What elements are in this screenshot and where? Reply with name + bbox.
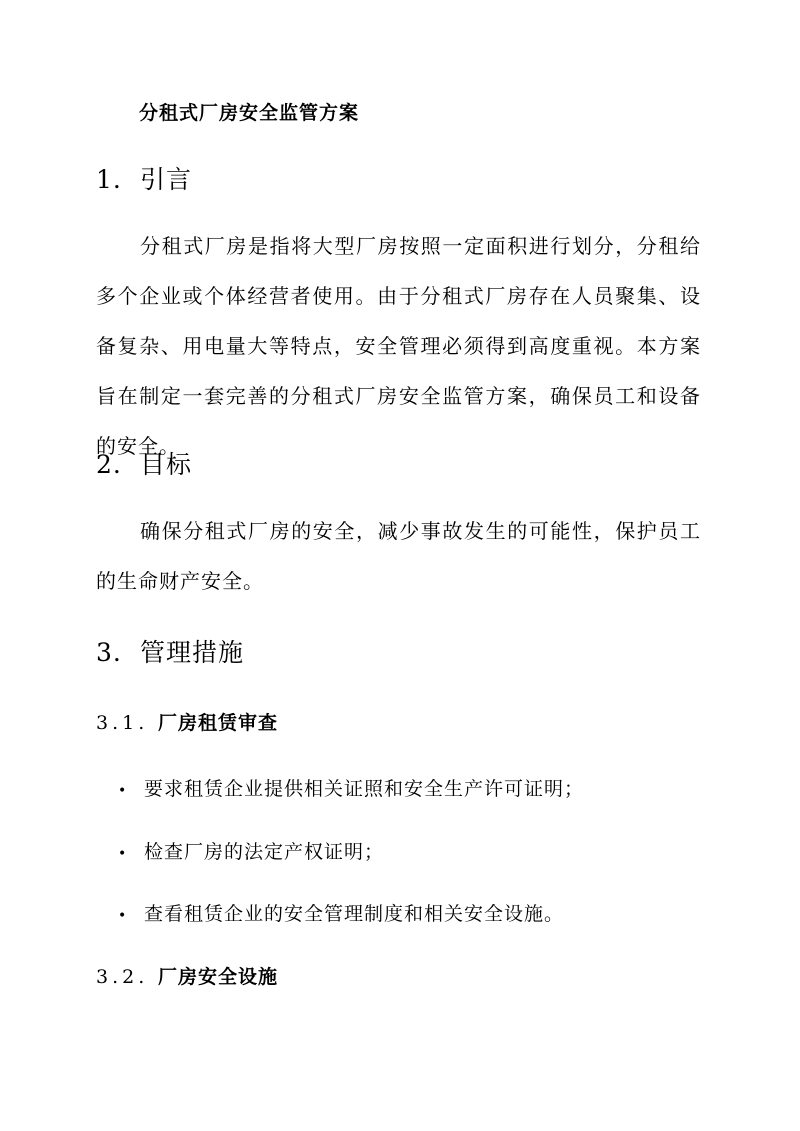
- section-heading-introduction: [96, 160, 192, 196]
- list-item: [118, 899, 564, 926]
- subsection-heading-lease-review: [96, 708, 278, 735]
- subsection-title: 厂房租赁审查: [158, 712, 279, 734]
- bullet-icon: •: [118, 783, 128, 799]
- section-number: 3.: [96, 638, 122, 667]
- introduction-paragraph: 分租式厂房是指将大型厂房按照一定面积进行划分，分租给多个企业或个体经营者使用。由于分租式厂房存在人员聚集、设备复杂、用电量大等特点，安全管理必须得到高度重视。本方案旨在制定一套完善的分租式厂房安全监管方案，确保员工和设备的安全。: [96, 234, 701, 458]
- section-title: 引言: [140, 165, 193, 194]
- list-item: [118, 837, 384, 864]
- list-item: [118, 774, 584, 801]
- section-heading-goals: [96, 445, 192, 481]
- bullet-icon: •: [118, 846, 128, 862]
- subsection-title: 厂房安全设施: [158, 966, 279, 988]
- list-item-text: 检查厂房的法定产权证明；: [144, 841, 385, 863]
- list-item-text: 要求租赁企业提供相关证照和安全生产许可证明；: [144, 778, 585, 800]
- bullet-icon: •: [118, 908, 128, 924]
- subsection-number: 3.1.: [96, 712, 149, 734]
- section-title: 管理措施: [140, 638, 245, 667]
- subsection-number: 3.2.: [96, 966, 149, 988]
- list-item-text: 查看租赁企业的安全管理制度和相关安全设施。: [144, 903, 565, 925]
- section-number: 2.: [96, 450, 122, 479]
- goals-paragraph: 确保分租式厂房的安全，减少事故发生的可能性，保护员工的生命财产安全。: [96, 519, 701, 593]
- section-heading-measures: [96, 633, 244, 669]
- subsection-heading-safety-facilities: [96, 962, 278, 989]
- section-number: 1.: [96, 165, 122, 194]
- document-title: 分租式厂房安全监管方案: [139, 102, 360, 124]
- section-title: 目标: [140, 450, 193, 479]
